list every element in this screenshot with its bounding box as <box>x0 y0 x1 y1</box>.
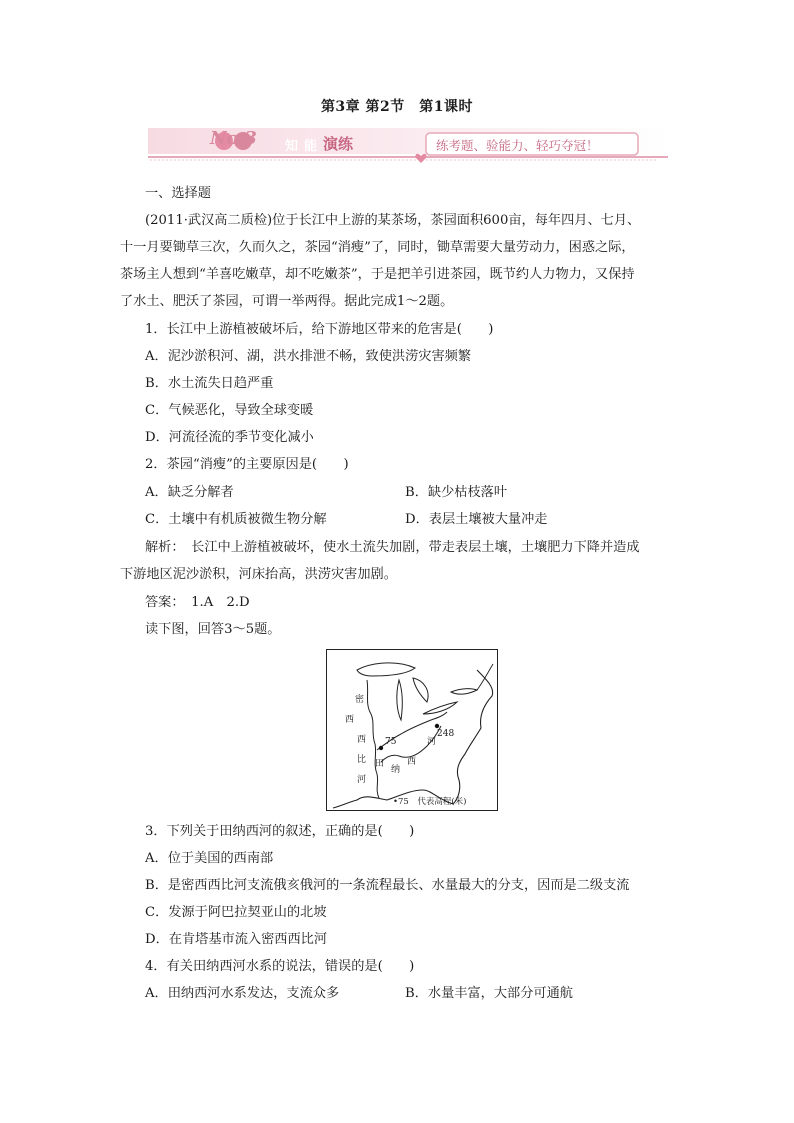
read-prompt: 读下图，回答3～5题。 <box>145 622 281 637</box>
page-title: 第3章 第2节 第1课时 <box>320 99 474 115</box>
passage-line-2: 十一月要锄草三次，久而久之，茶园“消瘦”了，同时，锄草需要大量劳动力，困惑之际， <box>120 240 635 255</box>
q3-option-b: B．是密西西比河支流俄亥俄河的一条流程最长、水量最大的分支，因而是二级支流 <box>145 878 630 893</box>
passage-line-1: (2011·武汉高二质检)位于长江中上游的某茶场，茶园面积600亩，每年四月、七月、 <box>145 213 641 228</box>
q2-stem: 2．茶园“消瘦”的主要原因是( ) <box>145 457 349 472</box>
map-label-he2: 河 <box>427 737 437 747</box>
map-label-bi: 比 <box>357 755 367 765</box>
banner-underline <box>148 156 668 158</box>
q3-option-a: A．位于美国的西南部 <box>145 851 274 866</box>
q3-stem: 3．下列关于田纳西河的叙述，正确的是( ) <box>145 824 415 839</box>
answer: 答案： 1.A 2.D <box>145 595 250 610</box>
banner-char-zhi: 知 <box>284 139 298 154</box>
heart-icon <box>415 154 426 163</box>
map-figure <box>326 649 498 811</box>
map-label-elev-248: 248 <box>437 729 455 739</box>
lake-michigan <box>397 680 402 720</box>
q1-option-d: D．河流径流的季节变化减小 <box>145 430 314 445</box>
q4-option-b: B．水量丰富，大部分可通航 <box>405 986 573 1001</box>
section-banner <box>148 124 648 170</box>
banner-yanlian: 演练 <box>323 135 354 153</box>
banner-slogan: 练考题、验能力、轻巧夺冠！ <box>436 138 599 153</box>
map-drawing <box>327 650 497 810</box>
q2-option-b: B．缺少枯枝落叶 <box>405 485 508 500</box>
map-label-elev-75: 75 <box>385 737 397 747</box>
map-label-xi2: 西 <box>357 735 367 745</box>
passage-line-4: 了水土、肥沃了茶园，可谓一举两得。据此完成1～2题。 <box>120 294 454 309</box>
q1-option-a: A．泥沙淤积河、湖，洪水排泄不畅，致使洪涝灾害频繁 <box>145 349 472 364</box>
q2-option-d: D．表层土壤被大量冲走 <box>405 512 548 527</box>
map-label-tian: 田 <box>375 759 385 769</box>
q2-option-c: C．土壤中有机质被微生物分解 <box>145 512 327 527</box>
q4-stem: 4．有关田纳西河水系的说法，错误的是( ) <box>145 959 415 974</box>
elevation-point-75 <box>379 746 383 750</box>
q1-option-c: C．气候恶化，导致全球变暖 <box>145 403 314 418</box>
map-label-xi1: 西 <box>345 715 355 725</box>
map-label-xi3: 西 <box>407 757 417 767</box>
q1-option-b: B．水土流失日趋严重 <box>145 376 274 391</box>
map-legend: •75 代表高程(米) <box>393 797 467 807</box>
q3-option-d: D．在肯塔基市流入密西西比河 <box>145 932 328 947</box>
banner-char-neng: 能 <box>303 139 317 154</box>
banner-badge: No.3 <box>210 128 257 149</box>
section-heading: 一、选择题 <box>145 186 211 201</box>
q3-option-c: C．发源于阿巴拉契亚山的北坡 <box>145 905 327 920</box>
map-label-na: 纳 <box>391 765 401 775</box>
lake-huron <box>413 678 428 702</box>
lake-erie <box>423 702 457 714</box>
map-label-mi: 密 <box>355 695 365 705</box>
lake-ontario <box>451 689 477 694</box>
analysis-line-1: 解析： 长江中上游植被破坏，使水土流失加剧，带走表层土壤，土壤肥力下降并造成 <box>145 540 640 555</box>
analysis-line-2: 下游地区泥沙淤积，河床抬高，洪涝灾害加剧。 <box>120 567 397 582</box>
q1-stem: 1．长江中上游植被破坏后，给下游地区带来的危害是( ) <box>145 322 494 337</box>
mississippi-river <box>367 680 379 798</box>
lake-superior <box>357 663 415 676</box>
map-label-he1: 河 <box>357 775 367 785</box>
elevation-point-248 <box>435 724 439 728</box>
q4-option-a: A．田纳西河水系发达，支流众多 <box>145 986 340 1001</box>
q2-option-a: A．缺乏分解者 <box>145 485 234 500</box>
passage-line-3: 茶场主人想到“羊喜吃嫩草，却不吃嫩茶”，于是把羊引进茶园，既节约人力物力，又保持 <box>120 267 635 282</box>
